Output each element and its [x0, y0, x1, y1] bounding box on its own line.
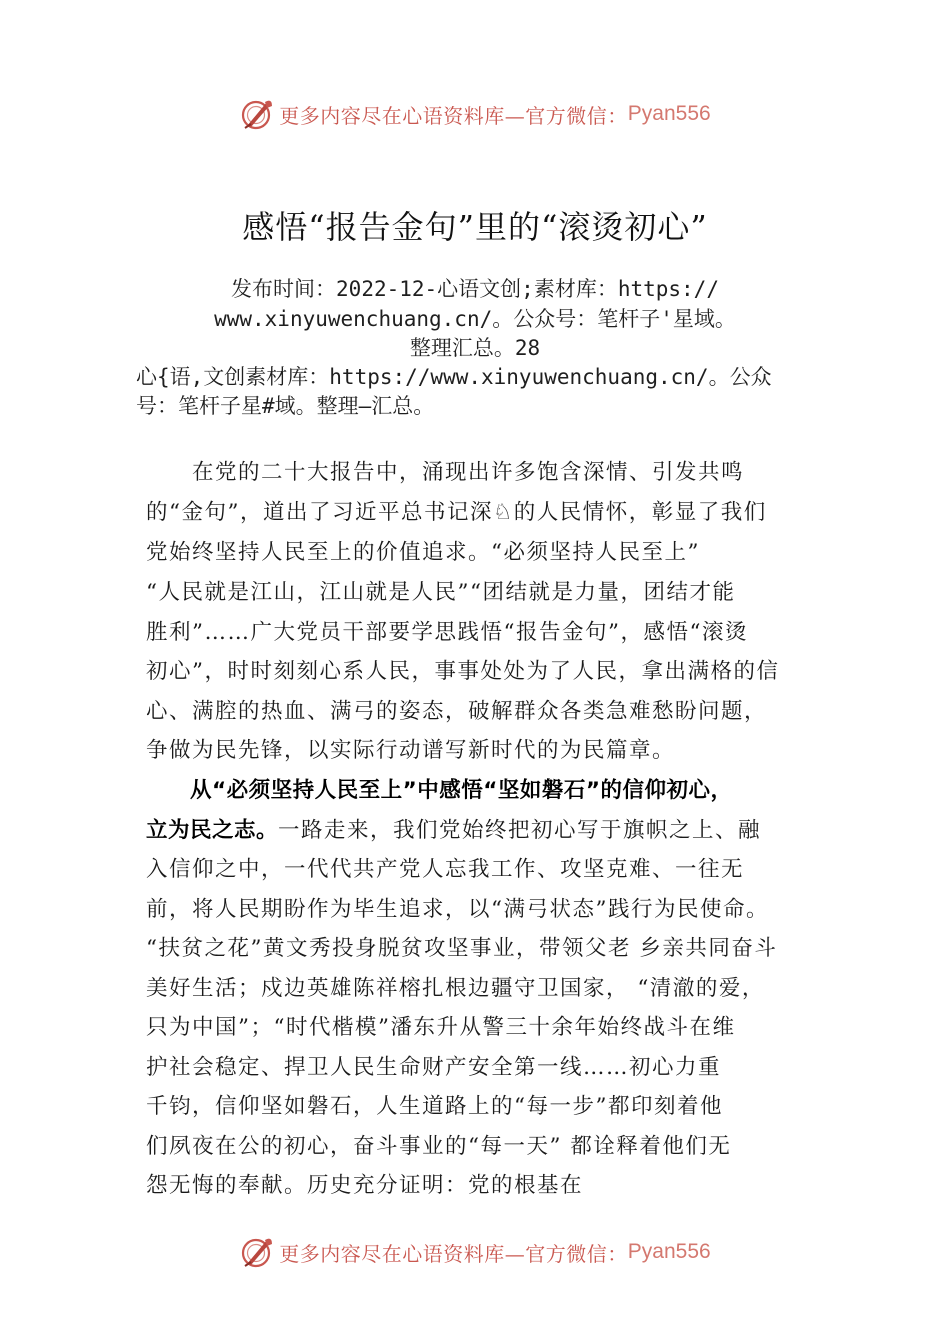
- para1-line: 党始终坚持人民至上的价值追求。“必须坚持人民至上”: [146, 540, 700, 565]
- para1-line: “人民就是江山，江山就是人民”“团结就是力量，团结才能: [146, 580, 736, 605]
- para1-line: 初心”，时时刻刻心系人民，事事处处为了人民，拿出满格的信: [146, 659, 780, 684]
- para2-line: 千钧，信仰坚如磐石，人生道路上的“每一步”都印刻着他: [146, 1094, 723, 1119]
- para2-bold-heading: 从“必须坚持人民至上”中感悟“坚如磐石”的信仰初心，: [146, 778, 733, 803]
- meta-line-5: 号：笔杆子星#域。整理—汇总。: [136, 394, 435, 418]
- quill-logo-icon: [239, 96, 275, 132]
- meta-line-2: www.xinyuwenchuang.cn/。公众号：笔杆子'星域。: [214, 307, 736, 331]
- banner-wechat-id: Pyan556: [627, 1240, 711, 1263]
- para2-line: [146, 813, 761, 844]
- para2-bold-heading-end: 立为民之志。: [146, 818, 279, 843]
- para1-line: 胜利”……广大党员干部要学思践悟“报告金句”，感悟“滚烫: [146, 620, 748, 645]
- para2-line: 前，将人民期盼作为毕生追求，以“满弓状态”践行为民使命。: [146, 897, 769, 922]
- para2-lead-line: [146, 773, 733, 804]
- banner-text: 更多内容尽在心语资料库—官方微信：: [279, 103, 628, 128]
- para2-line: “扶贫之花”黄文秀投身脱贫攻坚事业，带领父老 乡亲共同奋斗: [146, 936, 778, 961]
- quill-logo-icon: [239, 1234, 275, 1270]
- page-title: 感悟“报告金句”里的“滚烫初心”: [242, 208, 708, 246]
- header-banner: [0, 92, 950, 136]
- para1-line: 的“金句”，道出了习近平总书记深♘的人民情怀，彰显了我们: [146, 500, 767, 525]
- para1-line: 在党的二十大报告中，涌现出许多饱含深情、引发共鸣: [146, 460, 745, 485]
- para2-line-text: 一路走来，我们党始终把初心写于旗帜之上、融: [278, 818, 762, 843]
- para2-line: 只为中国”；“时代楷模”潘东升从警三十余年始终战斗在维: [146, 1015, 736, 1040]
- banner-text: 更多内容尽在心语资料库—官方微信：: [279, 1241, 628, 1266]
- meta-line-3: 整理汇总。28: [409, 336, 541, 360]
- para1-line: 争做为民先锋，以实际行动谱写新时代的为民篇章。: [146, 738, 676, 763]
- para2-line: 怨无悔的奉献。历史充分证明：党的根基在: [146, 1173, 584, 1198]
- banner-wechat-id: Pyan556: [627, 102, 711, 125]
- para2-line: 入信仰之中，一代代共产党人忘我工作、攻坚克难、一往无: [146, 857, 745, 882]
- para2-line: 们夙夜在公的初心，奋斗事业的“每一天” 都诠释着他们无: [146, 1134, 732, 1159]
- para1-line: 心、满腔的热血、满弓的姿态，破解群众各类急难愁盼问题，: [146, 699, 768, 724]
- meta-line-4: 心{语,文创素材库：https://www.xinyuwenchuang.cn/。公众: [136, 365, 772, 389]
- para2-line: 护社会稳定、捍卫人民生命财产安全第一线……初心力重: [146, 1055, 722, 1080]
- footer-banner: [0, 1230, 950, 1274]
- para2-line: 美好生活；戍边英雄陈祥榕扎根边疆守卫国家， “清澈的爱，: [146, 976, 765, 1001]
- meta-line-1: 发布时间：2022-12-心语文创;素材库：https://: [231, 277, 719, 301]
